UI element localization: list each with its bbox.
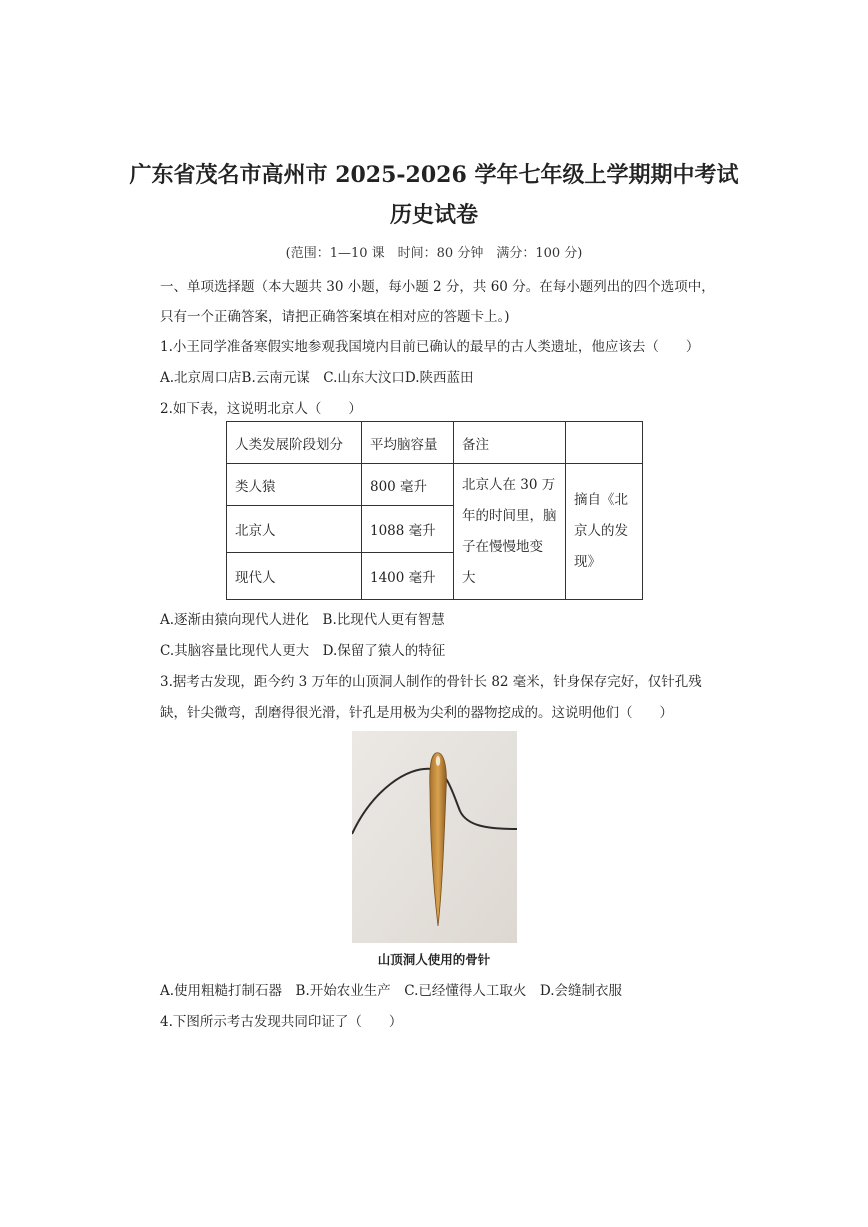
table-note-line: 子在慢慢地变	[462, 538, 543, 555]
question-3-options: A.使用粗糙打制石器 B.开始农业生产 C.已经懂得人工取火 D.会缝制衣服	[160, 983, 623, 999]
bone-needle-photo	[352, 731, 517, 943]
table-cell-capacity: 1088 毫升	[362, 506, 454, 553]
question-4-stem: 4.下图所示考古发现共同印证了（ ）	[160, 1014, 403, 1030]
table-note-line: 北京人在 30 万	[462, 476, 556, 493]
brain-capacity-table	[226, 421, 643, 600]
table-note-cell	[454, 464, 566, 600]
question-3-stem-line2: 缺，针尖微弯，刮磨得很光滑，针孔是用极为尖利的器物挖成的。这说明他们（ ）	[160, 705, 673, 721]
question-2-options-line2: C.其脑容量比现代人更大 D.保留了猿人的特征	[160, 643, 446, 659]
table-source-cell	[566, 464, 643, 600]
table-note-line: 大	[462, 569, 476, 586]
exam-subtitle: 历史试卷	[389, 202, 478, 228]
table-cell-stage: 现代人	[227, 553, 362, 600]
table-source-line: 现》	[574, 554, 601, 570]
table-header-empty	[566, 422, 643, 464]
image-caption: 山顶洞人使用的骨针	[377, 952, 491, 967]
question-3-stem-line1: 3.据考古发现，距今约 3 万年的山顶洞人制作的骨针长 82 毫米，针身保存完好，仅针孔残	[160, 674, 702, 690]
table-header-capacity: 平均脑容量	[362, 422, 454, 464]
table-cell-capacity: 800 毫升	[362, 464, 454, 506]
section-instruction-line2: 只有一个正确答案，请把正确答案填在相对应的答题卡上。)	[160, 309, 510, 325]
table-cell-capacity: 1400 毫升	[362, 553, 454, 600]
bone-needle-illustration	[352, 731, 517, 943]
table-source-line: 京人的发	[574, 523, 628, 539]
question-2-stem: 2.如下表，这说明北京人（ ）	[160, 401, 362, 417]
exam-scope: (范围：1—10 课 时间：80 分钟 满分：100 分)	[285, 246, 583, 261]
question-1-options: A.北京周口店B.云南元谋 C.山东大汶口D.陕西蓝田	[160, 370, 474, 386]
question-2-options-line1: A.逐渐由猿向现代人进化 B.比现代人更有智慧	[160, 612, 445, 628]
table-header-stage: 人类发展阶段划分	[227, 422, 362, 464]
table-cell-stage: 北京人	[227, 506, 362, 553]
exam-title: 广东省茂名市高州市 2025-2026 学年七年级上学期期中考试	[129, 162, 739, 188]
table-cell-stage: 类人猿	[227, 464, 362, 506]
table-note-line: 年的时间里，脑	[462, 507, 557, 524]
section-instruction-line1: 一、单项选择题（本大题共 30 小题，每小题 2 分，共 60 分。在每小题列出的四个选项中，	[160, 279, 715, 295]
table-header-note: 备注	[454, 422, 566, 464]
question-1-stem: 1.小王同学准备寒假实地参观我国境内目前已确认的最早的古人类遗址，他应该去（ ）	[160, 339, 700, 355]
table-source-line: 摘自《北	[574, 492, 628, 508]
